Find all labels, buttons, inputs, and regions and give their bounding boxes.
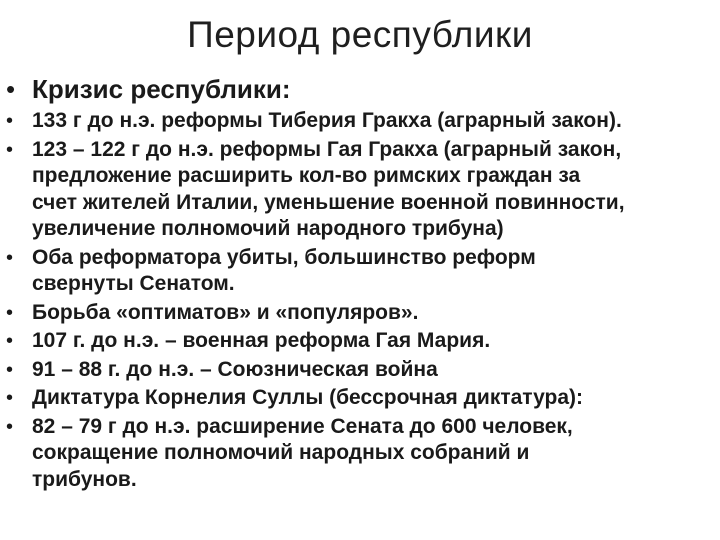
list-item: [6, 357, 711, 384]
bullet-icon: •: [6, 74, 16, 104]
heading-row: [6, 74, 291, 104]
bullet-icon: •: [6, 387, 14, 409]
list-item-text: 82 – 79 г до н.э. расширение Сената до 600 человек, сокращение полномочий народных собраний и трибунов.: [32, 414, 573, 491]
list-item: [6, 328, 711, 355]
list-item: [6, 300, 711, 327]
list-item-text: Борьба «оптиматов» и «популяров».: [32, 300, 419, 324]
list-item: [6, 245, 711, 298]
slide-title: Период республики: [187, 14, 533, 55]
list-item-text: 133 г до н.э. реформы Тиберия Гракха (аграрный закон).: [32, 109, 622, 132]
bullet-icon: •: [6, 246, 14, 269]
bullet-icon: •: [6, 415, 14, 438]
list-item: [6, 108, 711, 135]
bullet-icon: •: [6, 358, 14, 381]
bullet-icon: •: [6, 138, 14, 161]
bullet-icon: •: [6, 330, 14, 352]
bullet-icon: •: [6, 301, 14, 324]
list-item-text: 107 г. до н.э. – военная реформа Гая Мария.: [32, 329, 491, 352]
list-item-text: Оба реформатора убиты, большинство реформ свернуты Сенатом.: [32, 245, 536, 295]
list-item: [6, 137, 711, 243]
bullet-list: [6, 108, 711, 495]
list-item-text: 91 – 88 г. до н.э. – Союзническая война: [32, 357, 438, 381]
bullet-icon: •: [6, 110, 14, 132]
section-heading: Кризис республики:: [32, 74, 291, 104]
list-item: [6, 414, 711, 494]
list-item: [6, 385, 711, 412]
list-item-text: 123 – 122 г до н.э. реформы Гая Гракха (аграрный закон, предложение расширить кол-во римских граждан за счет жителей Италии, уменьшение военной повинности, увеличение полномочий народного трибуна): [32, 137, 625, 240]
list-item-text: Диктатура Корнелия Суллы (бессрочная диктатура):: [32, 386, 584, 409]
